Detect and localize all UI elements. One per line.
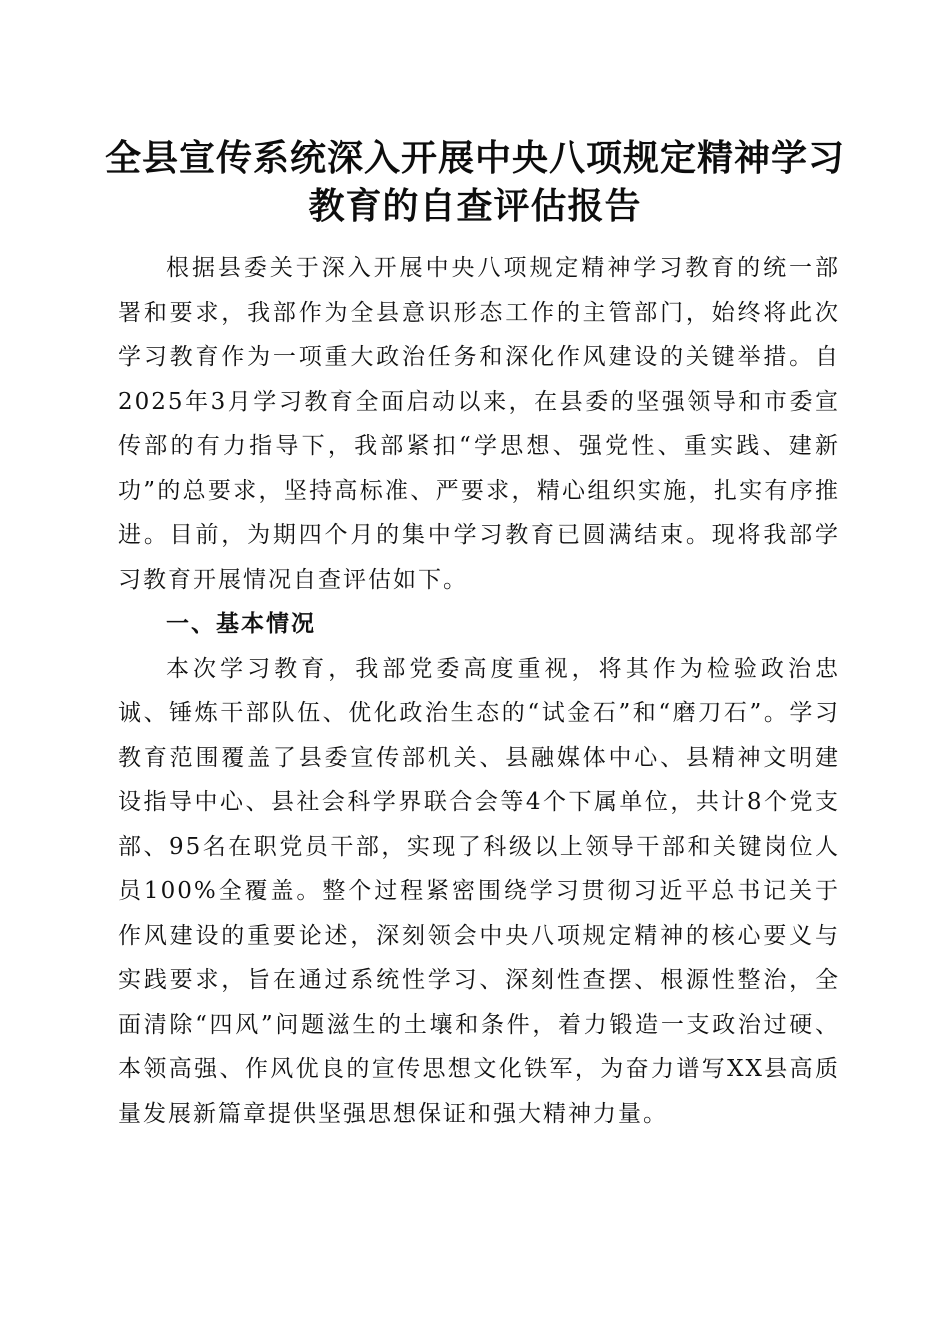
- title-line-1: 全县宣传系统深入开展中央八项规定精神学习: [104, 137, 845, 179]
- title-line-2: 教育的自查评估报告: [308, 185, 642, 227]
- document-body: [118, 246, 840, 1136]
- section-heading-basic-situation: 一、基本情况: [166, 611, 316, 637]
- intro-paragraph: 根据县委关于深入开展中央八项规定精神学习教育的统一部署和要求，我部作为全县意识形态工作的主管部门，始终将此次学习教育作为一项重大政治任务和深化作风建设的关键举措。自2025年3月学习教育全面启动以来，在县委的坚强领导和市委宣传部的有力指导下，我部紧扣“学思想、强党性、重实践、建新功”的总要求，坚持高标准、严要求，精心组织实施，扎实有序推进。目前，为期四个月的集中学习教育已圆满结束。现将我部学习教育开展情况自查评估如下。: [118, 255, 840, 593]
- section-1-paragraph: 本次学习教育，我部党委高度重视，将其作为检验政治忠诚、锤炼干部队伍、优化政治生态的“试金石”和“磨刀石”。学习教育范围覆盖了县委宣传部机关、县融媒体中心、县精神文明建设指导中心、县社会科学界联合会等4个下属单位，共计8个党支部、95名在职党员干部，实现了科级以上领导干部和关键岗位人员100%全覆盖。整个过程紧密围绕学习贯彻习近平总书记关于作风建设的重要论述，深刻领会中央八项规定精神的核心要义与实践要求，旨在通过系统性学习、深刻性查摆、根源性整治，全面清除“四风”问题滋生的土壤和条件，着力锻造一支政治过硬、本领高强、作风优良的宣传思想文化铁军，为奋力谱写XX县高质量发展新篇章提供坚强思想保证和强大精神力量。: [118, 655, 840, 1127]
- document-title: [100, 134, 850, 230]
